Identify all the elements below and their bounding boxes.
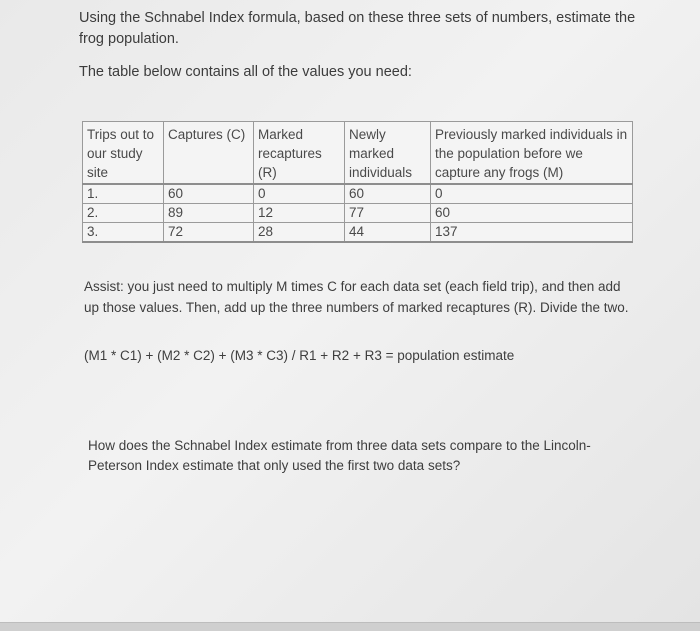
header-previously-marked: Previously marked individuals in the population before we capture any frogs (M): [431, 122, 633, 185]
cell-previously-marked: 60: [431, 204, 633, 223]
cell-recaptures: 12: [254, 204, 345, 223]
cell-recaptures: 28: [254, 223, 345, 243]
table-row: [83, 184, 633, 204]
question-title: Using the Schnabel Index formula, based on these three sets of numbers, estimate the frog population.: [79, 10, 636, 47]
cell-newly-marked: 77: [345, 204, 431, 223]
cell-captures: 89: [164, 204, 254, 223]
question-subtitle: The table below contains all of the values you need:: [79, 64, 412, 80]
header-recaptures: Marked recaptures (R): [254, 122, 345, 185]
cell-recaptures: 0: [254, 184, 345, 204]
data-table: [82, 121, 633, 243]
header-captures: Captures (C): [164, 122, 254, 185]
cell-trip: 2.: [83, 204, 164, 223]
cell-trip: 1.: [83, 184, 164, 204]
header-trips: Trips out to our study site: [83, 122, 164, 185]
cell-previously-marked: 137: [431, 223, 633, 243]
formula-text: (M1 * C1) + (M2 * C2) + (M3 * C3) / R1 + R2 + R3 = population estimate: [84, 348, 515, 363]
cell-trip: 3.: [83, 223, 164, 243]
table-row: [83, 204, 633, 223]
cell-newly-marked: 44: [345, 223, 431, 243]
table-row: [83, 223, 633, 243]
cell-captures: 60: [164, 184, 254, 204]
header-newly-marked: Newly marked individuals: [345, 122, 431, 185]
comparison-question: How does the Schnabel Index estimate from three data sets compare to the Lincoln-Peterson Index estimate that only used the first two data sets?: [88, 438, 591, 473]
cell-previously-marked: 0: [431, 184, 633, 204]
cell-newly-marked: 60: [345, 184, 431, 204]
cell-captures: 72: [164, 223, 254, 243]
assist-text: Assist: you just need to multiply M times C for each data set (each field trip), and then add up those values. Then, add up the three numbers of marked recaptures (R). Divide the two.: [84, 279, 629, 315]
table-header-row: [83, 122, 633, 185]
